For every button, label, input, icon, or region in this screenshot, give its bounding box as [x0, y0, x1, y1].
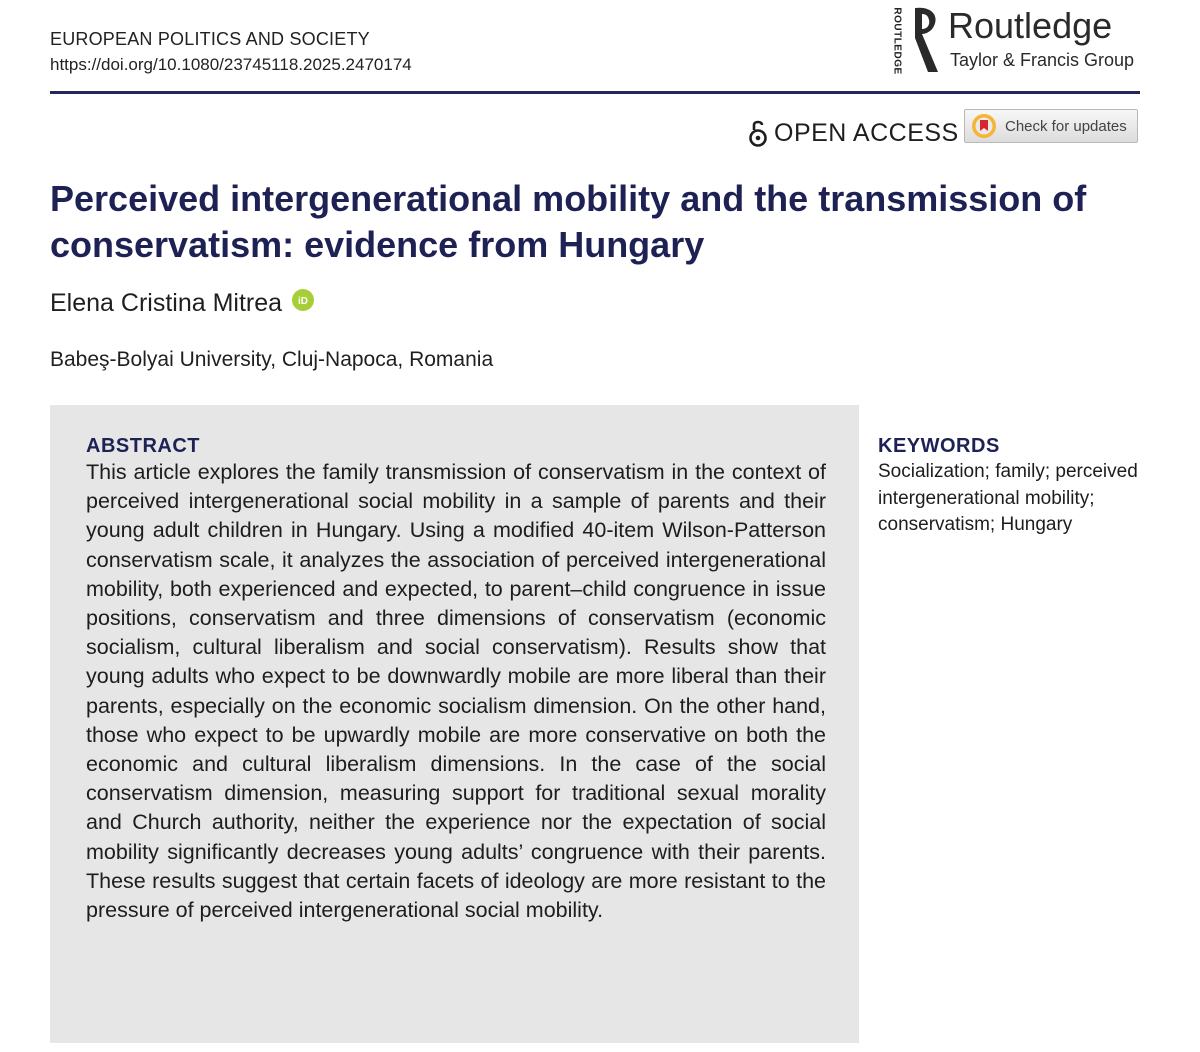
article-title: Perceived intergenerational mobility and the transmission of conservatism: evidence from Hungary	[50, 178, 1087, 265]
journal-name: EUROPEAN POLITICS AND SOCIETY	[50, 29, 370, 49]
open-lock-icon	[748, 118, 768, 148]
abstract-box	[50, 405, 859, 1043]
orcid-icon[interactable]	[292, 289, 314, 311]
publisher-subtitle: Taylor & Francis Group	[950, 50, 1135, 70]
publisher-name: Routledge	[948, 5, 1113, 46]
open-access-label: OPEN ACCESS	[774, 118, 959, 147]
check-for-updates-button[interactable]	[964, 109, 1138, 143]
author-affiliation: Babeş-Bolyai University, Cluj-Napoca, Romania	[50, 348, 494, 371]
author-line	[50, 289, 314, 318]
svg-text:iD: iD	[298, 295, 309, 307]
check-for-updates-label: Check for updates	[1005, 117, 1127, 135]
publisher-vertical-label	[888, 6, 906, 76]
keywords-text: Socialization; family; perceived intergenerational mobility; conservatism; Hungary	[878, 461, 1138, 535]
crossmark-icon	[971, 113, 997, 139]
doi-link[interactable]: https://doi.org/10.1080/23745118.2025.2470174	[50, 55, 412, 74]
author-name[interactable]: Elena Cristina Mitrea	[50, 289, 283, 317]
keywords-heading: KEYWORDS	[878, 435, 1000, 457]
publisher-vertical-text: ROUTLEDGE	[891, 7, 903, 75]
abstract-heading: ABSTRACT	[86, 435, 200, 457]
routledge-logo-icon	[910, 4, 944, 76]
open-access-badge	[748, 116, 959, 150]
abstract-text: This article explores the family transmission of conservatism in the context of perceived intergenerational social mobility in a sample of parents and their young adult children in Hungary. Using a modified 40-item Wilson-Patterson conservatism scale, it analyzes the association of perceived intergenerational mobility, both experienced and expected, to parent–child congruence in issue positions, conservatism and three dimensions of conservatism (economic socialism, cultural liberalism and social conservatism). Results show that young adults who expect to be downwardly mobile are more liberal than their parents, especially on the economic socialism dimension. On the other hand, those who expect to be upwardly mobile are more conservative on both the economic and cultural liberalism dimensions. In the case of the social conservatism dimension, measuring support for traditional sexual morality and Church authority, neither the experience nor the expectation of social mobility significantly decreases young adults’ congruence with their parents. These results suggest that certain facets of ideology are more resistant to the pressure of perceived intergenerational social mobility.	[86, 460, 826, 923]
publisher-logo	[884, 4, 1146, 76]
header-rule	[50, 91, 1140, 94]
